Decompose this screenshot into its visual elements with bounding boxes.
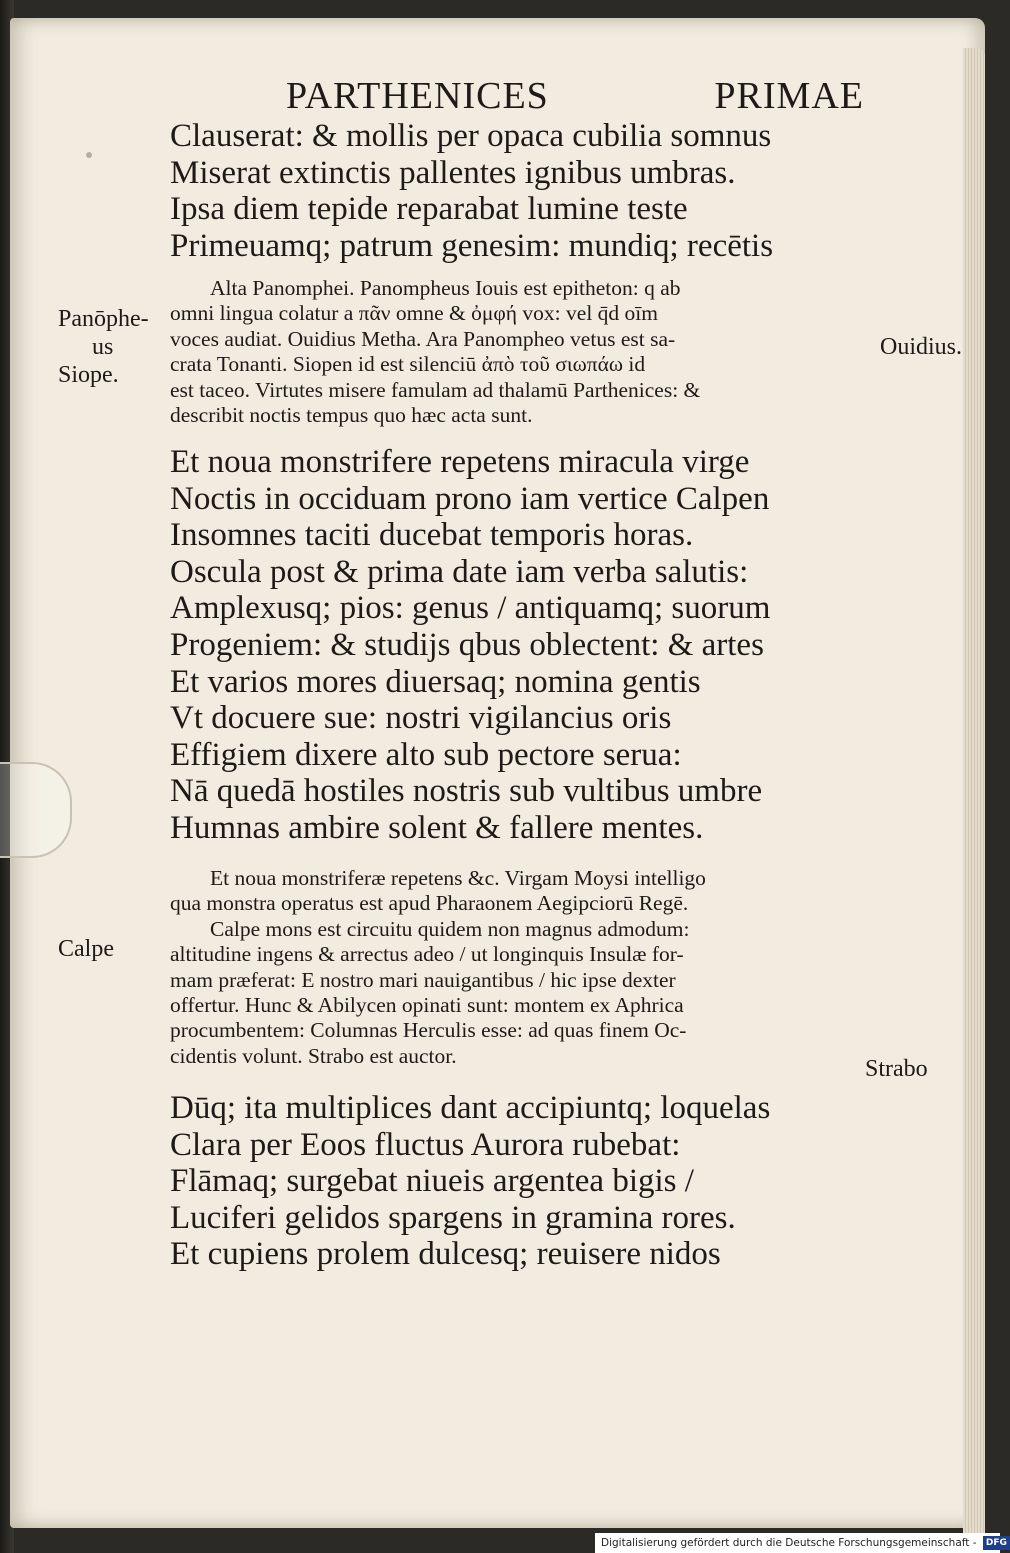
verse-line: Progeniem: & studijs qbus oblectent: & artes [170,626,764,663]
commentary-line: cidentis volunt. Strabo est auctor. [170,1043,457,1068]
verse-line: Nā quedā hostiles nostris sub vultibus umbre [170,773,763,810]
verse-line: Clara per Eoos fluctus Aurora rubebat: [170,1126,681,1163]
commentary-line: qua monstra operatus est apud Pharaonem Aegipciorū Regē. [170,891,689,916]
verse-line: Ipsa diem tepide reparabat lumine teste [170,191,688,228]
margin-note-panompheus-cont: us [92,334,114,360]
margin-note-strabo: Strabo [865,1056,928,1082]
margin-note-ouidius: Ouidius. [880,334,963,360]
verse-line: Effigiem dixere alto sub pectore serua: [170,736,682,773]
verse-line: Flāmaq; surgebat niueis argentea bigis / [170,1163,694,1200]
verse-line: Oscula post & prima date iam verba salutis: [170,553,749,590]
running-head-left: PARTHENICES [286,75,549,117]
verse-line: Clauserat: & mollis per opaca cubilia somnus [170,118,772,154]
page-stack-edge [963,48,985,1548]
running-head [286,74,864,122]
commentary-line: est taceo. Virtutes misere famulam ad thalamū Parthenices: & [170,377,701,402]
margin-note-panompheus: Panōphe- [58,306,149,332]
margin-note-calpe: Calpe [58,936,114,962]
dfg-logo: DFG [983,1536,1010,1550]
commentary-block-2 [170,866,870,1069]
verse-line: Dūq; ita multiplices dant accipiuntq; loquelas [170,1090,771,1126]
verse-block-3 [170,1090,870,1273]
verse-line: Vt docuere sue: nostri vigilancius oris [170,700,672,737]
clasp-strap [0,762,72,858]
verse-line: Noctis in occiduam prono iam vertice Calpen [170,480,770,517]
commentary-line: Calpe mons est circuitu quidem non magnus admodum: [210,916,690,941]
digitization-credit-text: Digitalisierung gefördert durch die Deutsche Forschungsgemeinschaft - [601,1537,977,1549]
commentary-line: Alta Panomphei. Panompheus Iouis est epitheton: q ab [210,276,681,300]
commentary-block-1 [170,276,870,428]
verse-line: Miserat extinctis pallentes ignibus umbras. [170,154,736,191]
commentary-line: omni lingua colatur a πᾶν omne & ὀμφή vox: vel q̄d oīm [170,301,658,326]
margin-note-siope: Siope. [58,362,119,388]
verse-line: Et varios mores diuersaq; nomina gentis [170,663,701,700]
verse-block-2 [170,444,870,847]
verse-line: Primeuamq; patrum genesim: mundiq; recētis [170,227,774,264]
commentary-line: voces audiat. Ouidius Metha. Ara Panompheo vetus est sa- [170,326,676,351]
commentary-line: mam præferat: E nostro mari nauigantibus / hic ipse dexter [170,967,676,992]
commentary-line: describit noctis tempus quo hæc acta sunt. [170,403,533,428]
commentary-line: offertur. Hunc & Abilycen opinati sunt: montem ex Aphrica [170,993,684,1018]
commentary-line: crata Tonanti. Siopen id est silenciū ἀπὸ τοῦ σιωπάω id [170,352,646,377]
commentary-line: Et noua monstriferæ repetens &c. Virgam Moysi intelligo [210,866,706,890]
commentary-line: procumbentem: Columnas Herculis esse: ad quas finem Oc- [170,1018,687,1043]
digitization-credit-bar [595,1533,1007,1553]
verse-line: Amplexusq; pios: genus / antiquamq; suorum [170,590,771,627]
verse-block-1 [170,118,870,264]
running-head-right: PRIMAE [714,75,864,117]
verse-line: Insomnes taciti ducebat temporis horas. [170,517,694,554]
commentary-line: altitudine ingens & arrectus adeo / ut longinquis Insulæ for- [170,942,684,967]
verse-line: Humnas ambire solent & fallere mentes. [170,809,704,846]
ink-speck [86,152,92,158]
verse-line: Et cupiens prolem dulcesq; reuisere nidos [170,1236,721,1273]
verse-line: Luciferi gelidos spargens in gramina rores. [170,1199,736,1236]
verse-line: Et noua monstrifere repetens miracula virge [170,444,750,480]
